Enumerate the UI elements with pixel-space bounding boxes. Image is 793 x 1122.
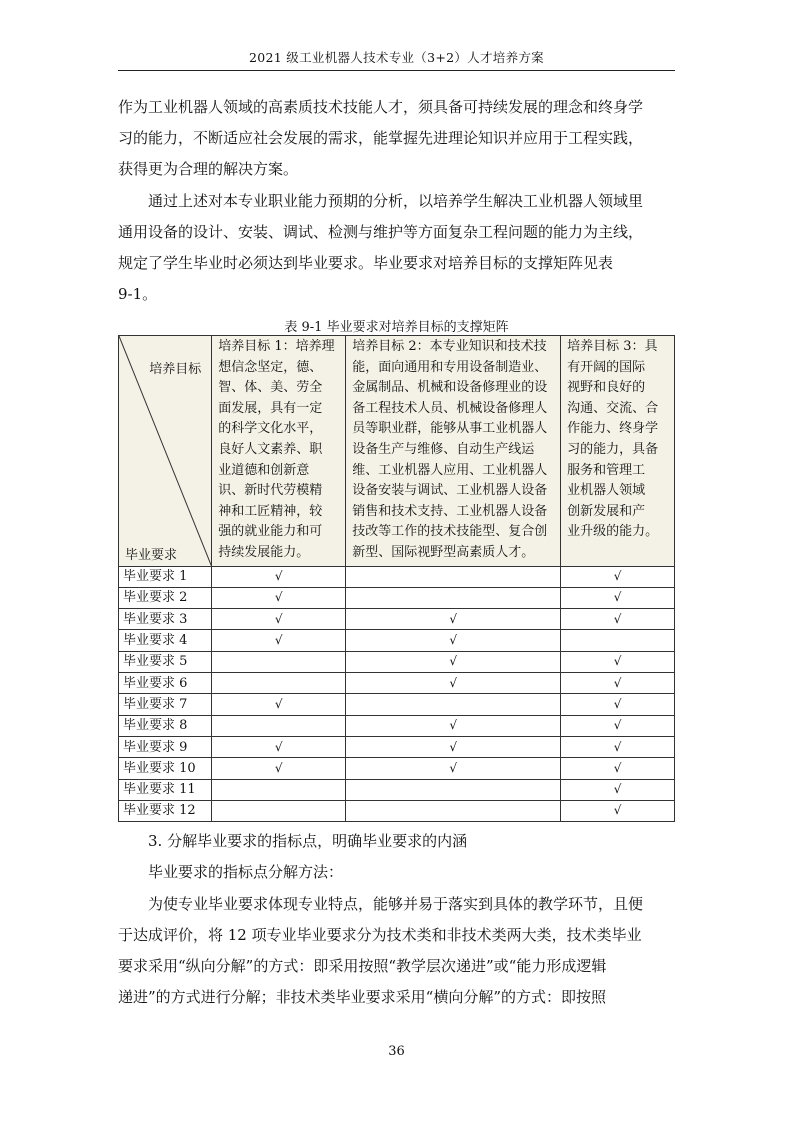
check-mark: √ [449,633,457,648]
goal-text-line: 强的就业能力和可 [218,524,323,540]
support-mark-cell [561,758,675,779]
requirement-label: 毕业要求 4 [119,630,212,651]
support-mark-cell [346,587,561,608]
goal-text-line: 业升级的能力。 [567,524,659,540]
requirement-label: 毕业要求 7 [119,694,212,715]
check-mark: √ [613,803,622,818]
goal-text-line: 维、工业机器人应用、工业机器人 [352,462,548,478]
text-line: 规定了学生毕业时必须达到毕业要求。毕业要求对培养目标的支撑矩阵见表 [118,254,614,272]
support-mark-cell [212,715,346,736]
requirement-label: 毕业要求 11 [119,779,212,800]
check-mark: √ [613,782,622,797]
text-line: 要求采用“纵向分解”的方式：即采用按照“教学层次递进”或“能力形成逻辑 [118,957,607,975]
check-mark: √ [613,654,622,669]
table-row [119,715,675,736]
method-paragraph [118,889,675,1013]
requirement-label: 毕业要求 5 [119,651,212,672]
matrix-body [119,566,675,822]
check-mark: √ [449,760,457,775]
support-mark-cell [212,566,346,587]
support-mark-cell [346,758,561,779]
intro-paragraph [118,92,675,185]
support-mark-cell [346,651,561,672]
goal-text-line: 技改等工作的技术技能型、复合创 [352,524,548,540]
requirement-label: 毕业要求 8 [119,715,212,736]
table-row [119,673,675,694]
support-mark-cell [212,587,346,608]
support-mark-cell [212,736,346,757]
goal-text-line: 识、新时代劳模精 [218,483,323,499]
support-mark-cell [346,630,561,651]
goal-3-header [561,336,675,567]
requirement-label: 毕业要求 2 [119,587,212,608]
text-line: 递进”的方式进行分解；非技术类毕业要求采用“横向分解”的方式：即按照 [118,988,607,1006]
goal-text-line: 的科学文化水平， [218,421,323,437]
requirement-label: 毕业要求 12 [119,800,212,821]
goal-text-line: 良好人文素养、职 [218,441,323,457]
header-rule [118,70,675,71]
requirement-label: 毕业要求 9 [119,736,212,757]
table-row [119,800,675,821]
check-mark: √ [449,739,457,754]
support-mark-cell [212,800,346,821]
goal-text-line: 培养目标 2：本专业知识和技术技 [352,339,547,354]
goal-text-line: 想信念坚定，德、 [218,359,323,375]
check-mark: √ [274,739,283,754]
check-mark: √ [449,654,457,669]
goal-text-line: 视野和良好的 [567,380,646,396]
check-mark: √ [613,675,622,690]
goal-text-line: 设备安装与调试、工业机器人设备 [352,483,548,499]
check-mark: √ [613,611,622,626]
text-line: 9-1。 [118,285,158,303]
table-caption: 表 9-1 毕业要求对培养目标的支撑矩阵 [284,320,509,335]
corner-header-cell [119,336,212,567]
check-mark: √ [613,590,622,605]
analysis-paragraph [118,186,675,310]
page-number: 36 [388,1044,405,1059]
goal-text-line: 新型、国际视野型高素质人才。 [352,544,535,560]
requirement-label: 毕业要求 10 [119,758,212,779]
check-mark: √ [449,718,457,733]
requirement-label: 毕业要求 1 [119,566,212,587]
table-row [119,779,675,800]
support-mark-cell [561,630,675,651]
table-row [119,651,675,672]
text-line: 通用设备的设计、安装、调试、检测与维护等方面复杂工程问题的能力为主线， [118,223,644,241]
goal-text-line: 培养目标 1：培养理 [218,339,335,354]
method-heading [118,857,675,888]
support-mark-cell [561,651,675,672]
support-mark-cell [561,779,675,800]
support-mark-cell [212,779,346,800]
table-row [119,609,675,630]
goal-text-line: 培养目标 3：具 [567,339,658,354]
support-mark-cell [346,715,561,736]
section-heading-text: 3. 分解毕业要求的指标点，明确毕业要求的内涵 [148,832,468,850]
check-mark: √ [274,569,283,584]
text-line: 作为工业机器人领域的高素质技术技能人才，须具备可持续发展的理念和终身学 [118,98,644,116]
goal-text-line: 有开阔的国际 [567,359,646,375]
requirement-label: 毕业要求 6 [119,673,212,694]
check-mark: √ [449,675,457,690]
support-mark-cell [561,715,675,736]
goal-text-line: 能，面向通用和专用设备制造业、 [352,359,548,375]
goal-text-line: 神和工匠精神，较 [218,503,323,519]
goal-text-line: 设备生产与维修、自动生产线运 [352,441,535,457]
check-mark: √ [613,718,622,733]
goal-text-line: 备工程技术人员、机械设备修理人 [352,400,548,416]
goal-text-line: 业道德和创新意 [218,462,310,478]
support-mark-cell [212,651,346,672]
check-mark: √ [274,633,283,648]
support-mark-cell [561,673,675,694]
support-mark-cell [561,800,675,821]
section-heading [118,826,675,857]
support-matrix-table [118,335,675,822]
table-row [119,758,675,779]
check-mark: √ [274,696,283,711]
check-mark: √ [613,739,622,754]
goal-text-line: 金属制品、机械和设备修理业的设 [352,380,548,396]
method-heading-text: 毕业要求的指标点分解方法： [148,863,344,881]
support-mark-cell [561,736,675,757]
running-header: 2021 级工业机器人技术专业（3+2）人才培养方案 [249,50,544,65]
goal-text-line: 员等职业群，能够从事工业机器人 [352,421,548,437]
table-row [119,694,675,715]
support-mark-cell [212,694,346,715]
support-mark-cell [561,609,675,630]
check-mark: √ [449,611,457,626]
goal-text-line: 面发展，具有一定 [218,400,323,416]
text-line: 习的能力，不断适应社会发展的需求，能掌握先进理论知识并应用于工程实践， [118,129,644,147]
table-header-row [119,336,675,567]
support-mark-cell [346,800,561,821]
support-mark-cell [212,630,346,651]
goal-text-line: 业机器人领域 [567,483,646,499]
table-row [119,566,675,587]
goal-text-line: 服务和管理工 [567,462,646,478]
support-mark-cell [346,736,561,757]
goal-text-line: 销售和技术支持、工业机器人设备 [352,503,548,519]
support-mark-cell [346,779,561,800]
support-mark-cell [346,694,561,715]
text-line: 为使专业毕业要求体现专业特点，能够并易于落实到具体的教学环节，且便 [148,895,644,913]
goal-text-line: 智、体、美、劳全 [218,380,323,396]
table-row [119,587,675,608]
check-mark: √ [274,611,283,626]
table-row [119,630,675,651]
support-mark-cell [561,694,675,715]
support-mark-cell [212,758,346,779]
corner-label-goals: 培养目标 [149,362,202,377]
check-mark: √ [613,696,622,711]
support-mark-cell [346,566,561,587]
check-mark: √ [613,569,622,584]
support-mark-cell [561,587,675,608]
goal-1-header [212,336,346,567]
goal-text-line: 创新发展和产 [567,503,646,519]
check-mark: √ [613,760,622,775]
corner-label-requirements: 毕业要求 [125,547,178,563]
goal-text-line: 作能力、终身学 [567,421,659,437]
goal-2-header [346,336,561,567]
goal-text-line: 持续发展能力。 [218,544,310,560]
support-mark-cell [212,673,346,694]
check-mark: √ [274,760,283,775]
text-line: 通过上述对本专业职业能力预期的分析，以培养学生解决工业机器人领域里 [148,192,644,210]
text-line: 于达成评价，将 12 项专业毕业要求分为技术类和非技术类两大类，技术类毕业 [118,926,642,944]
support-mark-cell [346,609,561,630]
goal-text-line: 习的能力，具备 [567,441,659,457]
requirement-label: 毕业要求 3 [119,609,212,630]
support-mark-cell [346,673,561,694]
support-mark-cell [212,609,346,630]
check-mark: √ [274,590,283,605]
table-row [119,736,675,757]
text-line: 获得更为合理的解决方案。 [118,160,299,178]
goal-text-line: 沟通、交流、合 [567,400,659,416]
support-mark-cell [561,566,675,587]
